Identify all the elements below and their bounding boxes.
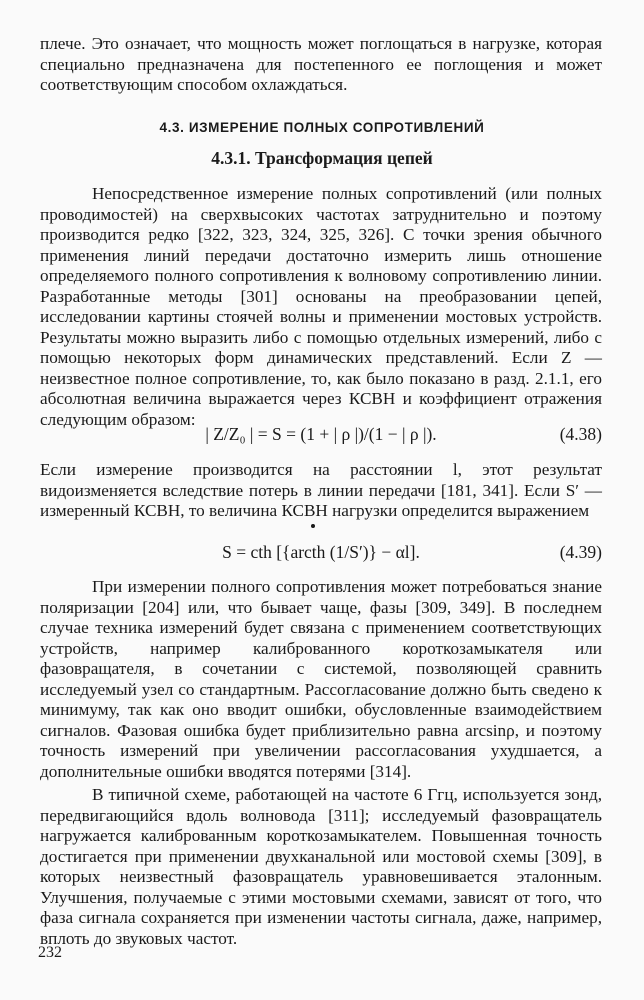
formula-4-39-expression: S = cth [{arcth (1/S′)} − αl].	[222, 542, 420, 562]
paragraph-3	[40, 577, 602, 782]
formula-4-38	[40, 424, 602, 446]
paragraph-1-text: Непосредственное измерение полных сопротивлений (или полных проводимостей) на сверхвысоких частотах затруднительно и поэтому производится редко [322, 323, 324, 325, 326]. С точки зрения обычного применения линий передачи достаточно измерить лишь отношение определяемого полного сопротивления к волновому сопротивлению линии. Разработанные методы [301] основаны на преобразовании цепей, исследовании картины стоячей волны и применении мостовых устройств. Результаты можно выразить либо с помощью отдельных измерений, либо с помощью некоторых форм динамических представлений. Если Z — неизвестное полное сопротивление, то, как было показано в разд. 2.1.1, его абсолютная величина выражается через КСВН и коэффициент отражения следующим образом:	[40, 184, 602, 429]
paragraph-2	[40, 460, 602, 522]
top-paragraph-text: плече. Это означает, что мощность может поглощаться в нагрузке, которая специально предназначена для постепенного ее поглощения и может соответствующим способом охлаждаться.	[40, 34, 602, 94]
print-dot-mark	[311, 524, 315, 528]
page-number: 232	[38, 944, 62, 961]
section-heading: 4.3. ИЗМЕРЕНИЕ ПОЛНЫХ СОПРОТИВЛЕНИЙ	[159, 120, 485, 135]
formula-4-39	[40, 542, 602, 564]
paragraph-4	[40, 785, 602, 949]
paragraph-1	[40, 184, 602, 430]
formula-4-38-expression: | Z/Z₀ | = S = (1 + | ρ |)/(1 − | ρ |).	[205, 424, 437, 444]
formula-4-39-number: (4.39)	[559, 542, 602, 562]
paragraph-4-text: В типичной схеме, работающей на частоте 6 Ггц, используется зонд, передвигающийся вдоль волновода [311]; исследуемый фазовращатель нагружается калиброванным короткозамыкателем. Повышенная точность достигается при применении двухканальной или мостовой схемы [309], в которых неизвестный фазовращатель уравновешивается эталонным. Улучшения, получаемые с этими мостовыми схемами, зависят от того, что фаза сигнала сохраняется при изменении частоты сигнала, даже, например, вплоть до звуковых частот.	[40, 785, 602, 948]
paragraph-2-text: Если измерение производится на расстоянии l, этот результат видоизменяется вследствие потерь в линии передачи [181, 341]. Если S′ — измеренный КСВН, то величина КСВН нагрузки определится выражением	[40, 460, 602, 520]
subsection-heading: 4.3.1. Трансформация цепей	[211, 148, 433, 168]
paragraph-3-text: При измерении полного сопротивления может потребоваться знание поляризации [204] или, что бывает чаще, фазы [309, 349]. В последнем случае техника измерений будет связана с применением соответствующих устройств, например калиброванного короткозамыкателя или фазовращателя, в сочетании с системой, позволяющей сравнить исследуемый узел со стандартным. Рассогласование должно быть сведено к минимуму, так как оно вводит ошибки, обусловленные взаимодействием сигналов. Фазовая ошибка будет приблизительно равна arcsinρ, и поэтому точность измерений при увеличении рассогласования ухудшается, а дополнительные ошибки вводятся потерями [314].	[40, 577, 602, 781]
top-paragraph	[40, 34, 602, 96]
formula-4-38-number: (4.38)	[559, 424, 602, 444]
